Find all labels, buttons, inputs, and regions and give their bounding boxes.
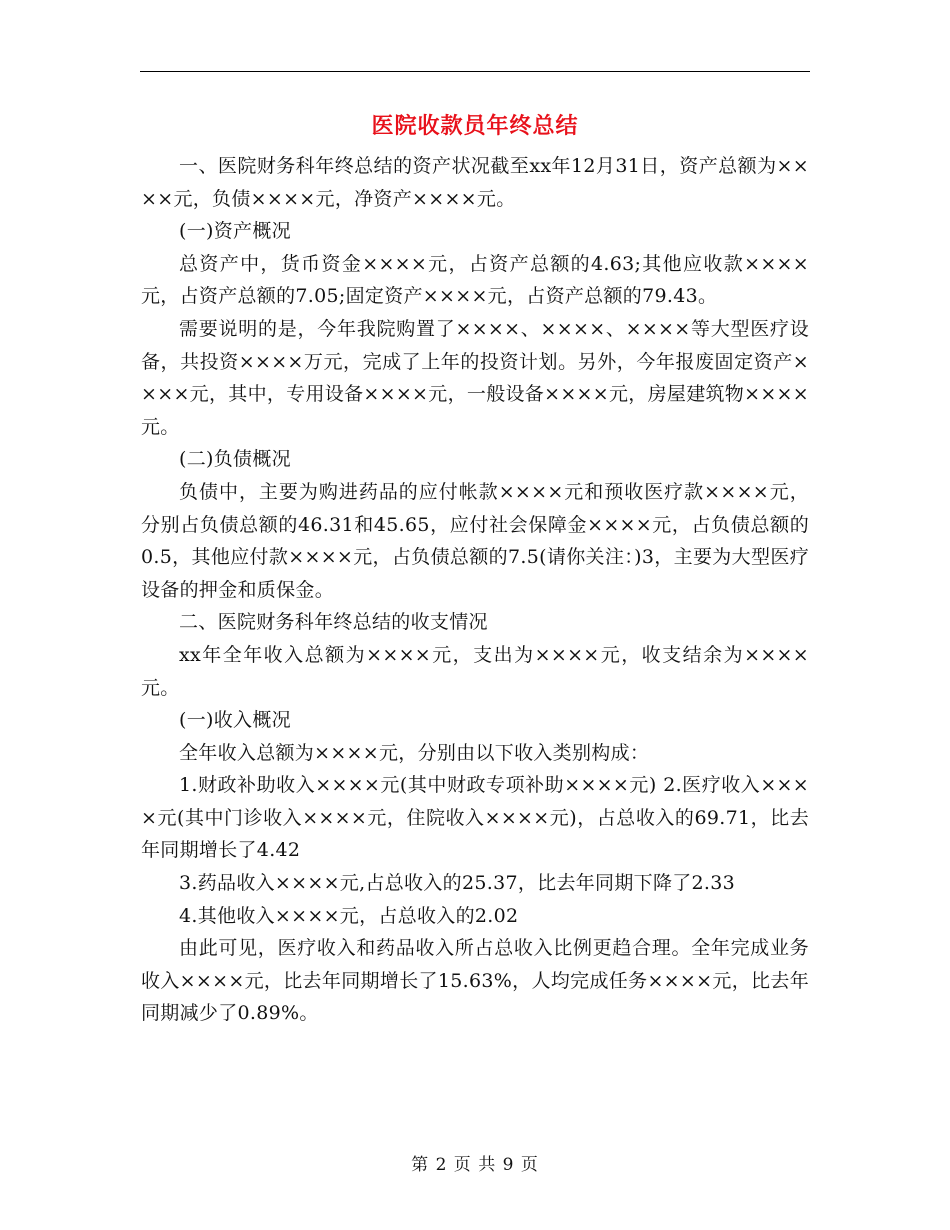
paragraph: xx年全年收入总额为××××元，支出为××××元，收支结余为××××元。 xyxy=(141,643,809,699)
section-heading: (一)资产概况 xyxy=(179,220,291,243)
list-item: 4.其他收入××××元，占总收入的2.02 xyxy=(179,904,519,927)
paragraph: 总资产中，货币资金××××元，占资产总额的4.63;其他应收款××××元，占资产总额的7.05;固定资产××××元，占资产总额的79.43。 xyxy=(141,252,809,308)
document-body xyxy=(141,150,809,1030)
list-item: 3.药品收入××××元,占总收入的25.37，比去年同期下降了2.33 xyxy=(179,872,736,895)
paragraph: 需要说明的是，今年我院购置了××××、××××、××××等大型医疗设备，共投资××××万元，完成了上年的投资计划。另外，今年报废固定资产××××元，其中，专用设备××××元，一般设备××××元，房屋建筑物××××元。 xyxy=(141,317,809,438)
paragraph: 全年收入总额为××××元，分别由以下收入类别构成： xyxy=(179,741,650,764)
document-title: 医院收款员年终总结 xyxy=(371,113,579,139)
paragraph: 由此可见，医疗收入和药品收入所占总收入比例更趋合理。全年完成业务收入××××元，比去年同期增长了15.63%，人均完成任务××××元，比去年同期减少了0.89%。 xyxy=(141,937,809,1025)
section-heading: (二)负债概况 xyxy=(179,448,291,471)
paragraph: 一、医院财务科年终总结的资产状况截至xx年12月31日，资产总额为××××元，负债××××元，净资产××××元。 xyxy=(141,155,809,210)
section-heading: 二、医院财务科年终总结的收支情况 xyxy=(179,611,488,634)
header-rule xyxy=(140,71,810,72)
list-item: 1.财政补助收入××××元(其中财政专项补助××××元) 2.医疗收入××××元(其中门诊收入××××元，住院收入××××元)，占总收入的69.71，比去年同期增长了4.42 xyxy=(141,774,809,862)
section-heading: (一)收入概况 xyxy=(179,709,291,732)
paragraph: 负债中，主要为购进药品的应付帐款××××元和预收医疗款××××元，分别占负债总额的46.31和45.65，应付社会保障金××××元，占负债总额的0.5，其他应付款××××元，占负债总额的7.5(请你关注：)3，主要为大型医疗设备的押金和质保金。 xyxy=(141,480,809,601)
page-number-footer: 第 2 页 共 9 页 xyxy=(411,1155,539,1175)
